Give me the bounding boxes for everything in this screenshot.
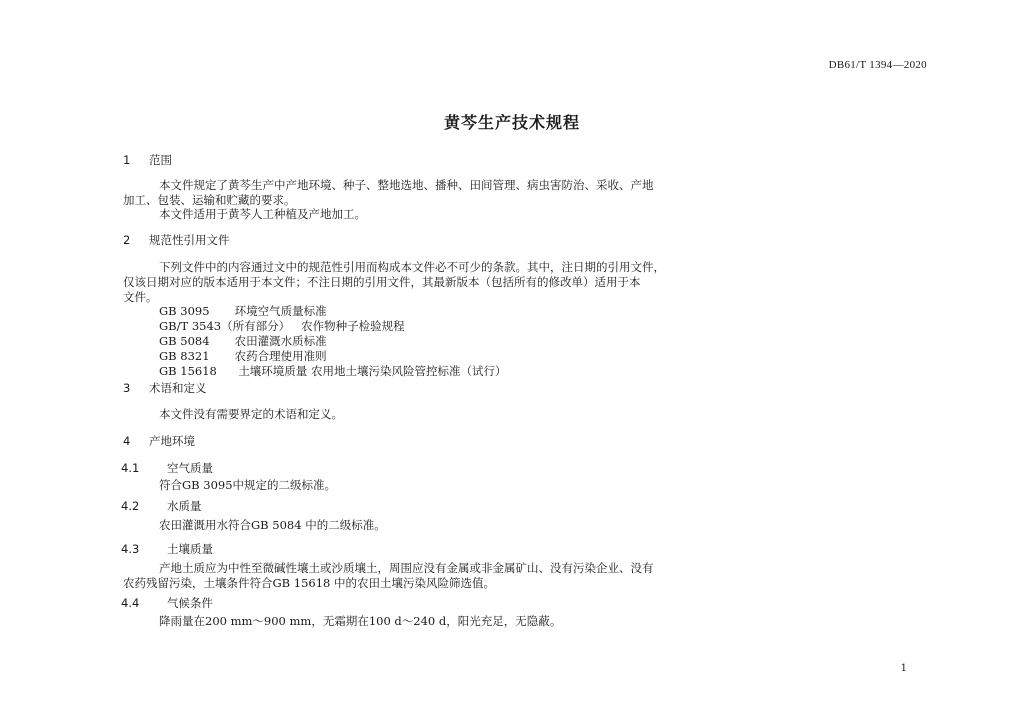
section-number: 1	[123, 153, 131, 167]
subsection-title: 水质量	[167, 499, 202, 513]
paragraph: 农田灌溉用水符合GB 5084 中的二级标准。	[159, 518, 386, 532]
paragraph: 降雨量在200 mm～900 mm，无霜期在100 d～240 d，阳光充足，无隐蔽。	[159, 614, 562, 628]
section-title: 术语和定义	[149, 381, 207, 395]
paragraph: 本文件规定了黄芩生产中产地环境、种子、整地选地、播种、田间管理、病虫害防治、采收、产地	[159, 178, 654, 192]
section-number: 2	[123, 233, 131, 247]
reference-code: GB 5084	[159, 334, 210, 348]
subsection-4-4-heading	[121, 595, 213, 611]
paragraph: 仅该日期对应的版本适用于本文件；不注日期的引用文件，其最新版本（包括所有的修改单）适用于本	[123, 275, 641, 289]
reference-item	[159, 348, 327, 364]
reference-item	[159, 318, 405, 334]
page-number: 1	[900, 663, 907, 674]
reference-title: 土壤环境质量 农用地土壤污染风险管控标准（试行）	[238, 364, 507, 378]
section-4-heading	[123, 433, 195, 449]
subsection-4-3-heading	[121, 541, 213, 557]
section-3-heading	[123, 380, 207, 396]
subsection-title: 气候条件	[167, 596, 213, 610]
reference-item	[159, 363, 506, 379]
subsection-number: 4.1	[121, 461, 140, 475]
paragraph: 加工、包装、运输和贮藏的要求。	[123, 193, 296, 207]
subsection-title: 土壤质量	[167, 542, 213, 556]
paragraph: 农药残留污染，土壤条件符合GB 15618 中的农田土壤污染风险筛选值。	[123, 576, 496, 590]
section-title: 产地环境	[149, 434, 195, 448]
section-1-heading	[123, 152, 172, 168]
subsection-number: 4.4	[121, 596, 140, 610]
paragraph: 符合GB 3095中规定的二级标准。	[159, 478, 337, 492]
section-number: 3	[123, 381, 131, 395]
paragraph: 文件。	[123, 290, 158, 304]
subsection-title: 空气质量	[167, 461, 213, 475]
reference-title: 农作物种子检验规程	[301, 319, 405, 333]
document-title: 黄芩生产技术规程	[443, 113, 580, 132]
reference-code: GB 8321	[159, 349, 210, 363]
reference-code: GB/T 3543（所有部分）	[159, 319, 291, 333]
paragraph: 下列文件中的内容通过文中的规范性引用而构成本文件必不可少的条款。其中，注日期的引用文件，	[159, 260, 665, 274]
section-title: 范围	[149, 153, 172, 167]
reference-title: 环境空气质量标准	[234, 304, 327, 318]
subsection-4-2-heading	[121, 498, 202, 514]
reference-item	[159, 333, 327, 349]
reference-code: GB 3095	[159, 304, 210, 318]
section-title: 规范性引用文件	[149, 233, 230, 247]
reference-title: 农田灌溉水质标准	[234, 334, 327, 348]
reference-item	[159, 303, 327, 319]
subsection-4-1-heading	[121, 460, 213, 476]
reference-title: 农药合理使用准则	[234, 349, 327, 363]
subsection-number: 4.2	[121, 499, 140, 513]
subsection-number: 4.3	[121, 542, 140, 556]
section-number: 4	[123, 434, 131, 448]
reference-code: GB 15618	[159, 364, 217, 378]
paragraph: 产地土质应为中性至微碱性壤土或沙质壤土，周围应没有金属或非金属矿山、没有污染企业、没有	[159, 561, 654, 575]
document-id: DB61/T 1394—2020	[828, 59, 927, 71]
section-2-heading	[123, 232, 230, 248]
paragraph: 本文件适用于黄芩人工种植及产地加工。	[159, 207, 366, 221]
paragraph: 本文件没有需要界定的术语和定义。	[159, 407, 343, 421]
